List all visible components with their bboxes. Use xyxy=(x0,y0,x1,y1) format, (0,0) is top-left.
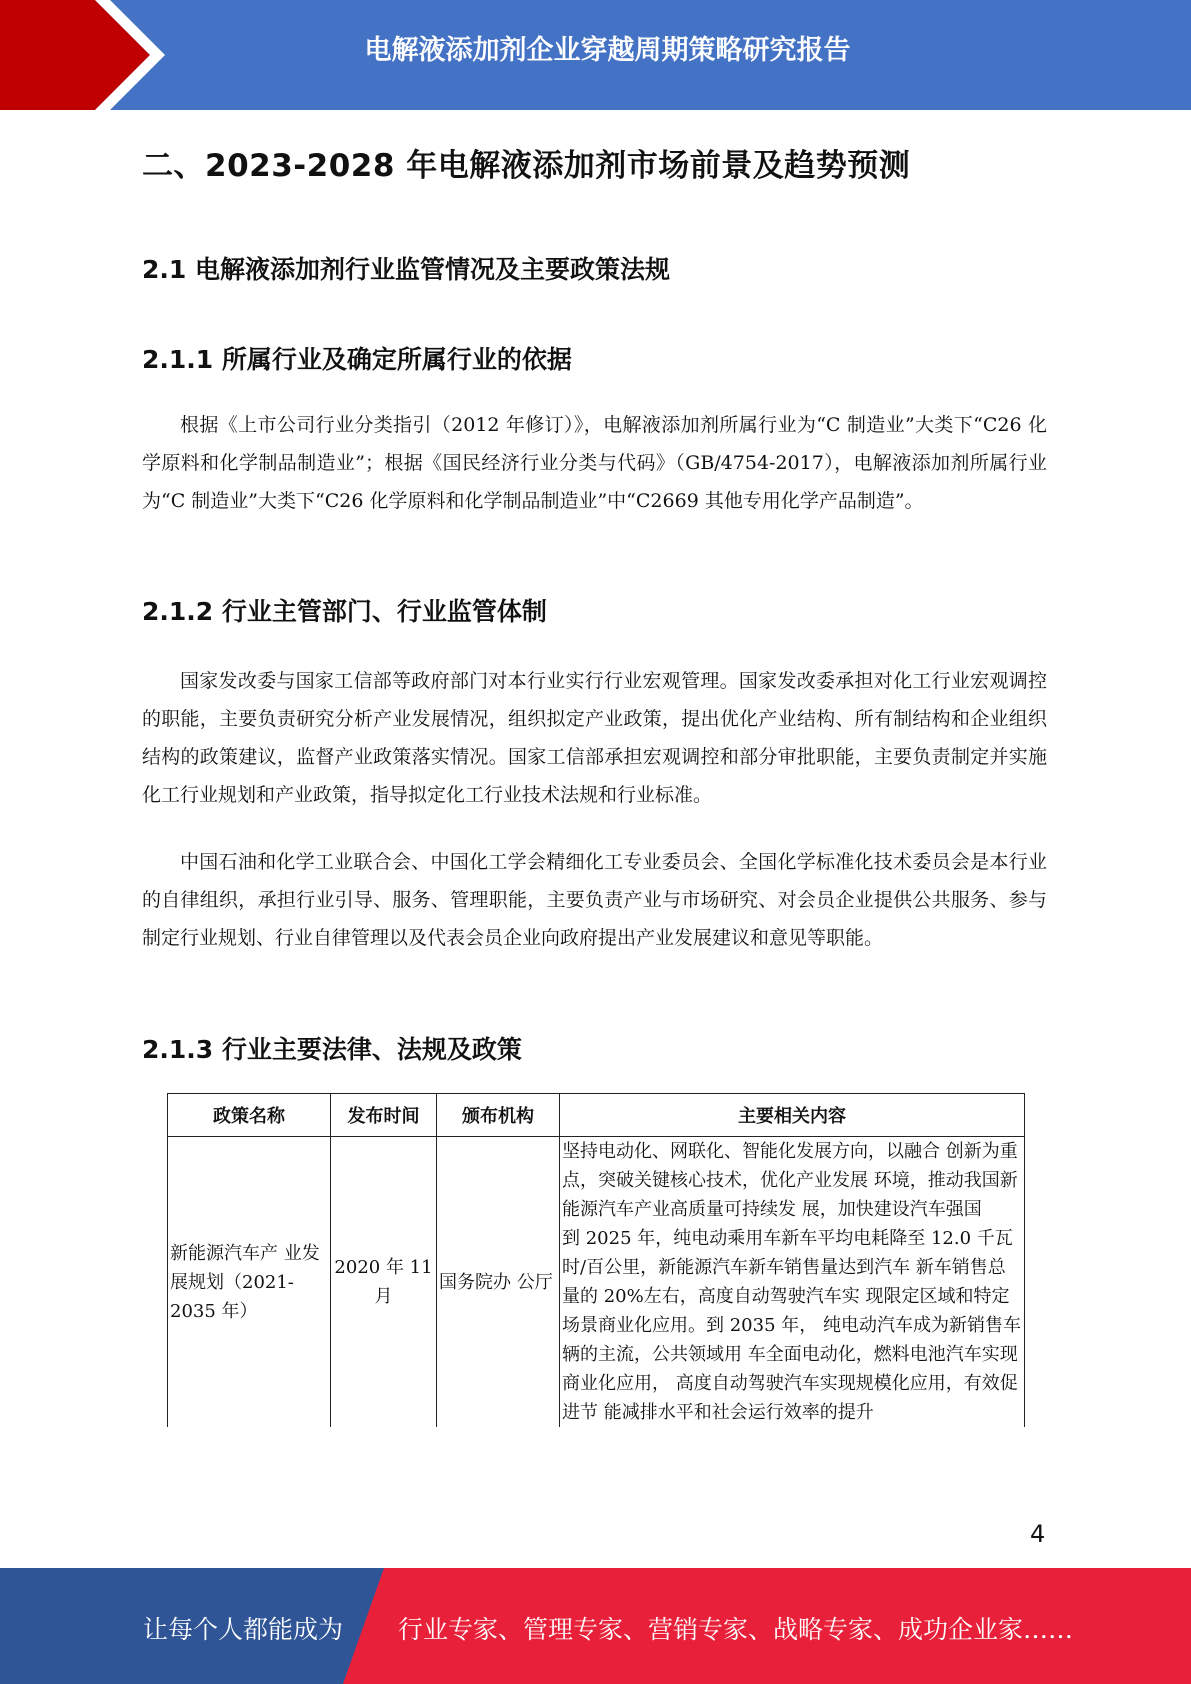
content-targets: 到 2025 年，纯电动乘用车新车平均电耗降至 12.0 千瓦时/百公里，新能源汽车新车销售量达到汽车 新车销售总量的 20%左右，高度自动驾驶汽车实 现限定区域和特定场景商业化应用。到 2035 年， 纯电动汽车成为新销售车辆的主流，公共领域用 车全面电动化，燃料电池汽车实现商业化应用， 高度自动驾驶汽车实现规模化应用，有效促进节 能减排水平和社会运行效率的提升 xyxy=(562,1228,1021,1423)
release-date-cell: 2020 年 11 月 xyxy=(331,1137,437,1428)
policy-name-cell: 新能源汽车产 业发展规划（2021-2035 年） xyxy=(168,1137,331,1428)
footer-slogan-left: 让每个人都能成为 xyxy=(143,1615,344,1644)
table-header-row xyxy=(168,1094,1025,1137)
content-cell xyxy=(560,1137,1025,1428)
paragraph-industry-classification: 根据《上市公司行业分类指引（2012 年修订）》，电解液添加剂所属行业为“C 制造业”大类下“C26 化学原料和化学制品制造业”；根据《国民经济行业分类与代码》（GB/4754-2017），电解液添加剂所属行业为“C 制造业”大类下“C26 化学原料和化学制品制造业”中“C2669 其他专用化学产品制造”。 xyxy=(142,414,1047,512)
content-goal: 坚持电动化、网联化、智能化发展方向，以融合 创新为重点，突破关键核心技术，优化产业发展 环境，推动我国新能源汽车产业高质量可持续发 展，加快建设汽车强国 xyxy=(562,1141,1018,1220)
table-row xyxy=(168,1137,1025,1428)
policy-table xyxy=(167,1093,1025,1427)
header-banner xyxy=(0,0,1191,110)
subsection-heading-2-1-1: 2.1.1 所属行业及确定所属行业的依据 xyxy=(142,345,572,374)
page-number: 4 xyxy=(1030,1520,1046,1548)
section-heading: 二、2023-2028 年电解液添加剂市场前景及趋势预测 xyxy=(142,148,911,184)
paragraph-regulators: 国家发改委与国家工信部等政府部门对本行业实行行业宏观管理。国家发改委承担对化工行业宏观调控的职能，主要负责研究分析产业发展情况，组织拟定产业政策，提出优化产业结构、所有制结构和企业组织结构的政策建议，监督产业政策落实情况。国家工信部承担宏观调控和部分审批职能，主要负责制定并实施化工行业规划和产业政策，指导拟定化工行业技术法规和行业标准。 xyxy=(142,670,1047,806)
footer-banner xyxy=(0,1568,1191,1684)
column-header-policy-name: 政策名称 xyxy=(168,1094,331,1137)
column-header-release-date: 发布时间 xyxy=(331,1094,437,1137)
column-header-agency: 颁布机构 xyxy=(437,1094,560,1137)
footer-slogan-right: 行业专家、管理专家、营销专家、战略专家、成功企业家…… xyxy=(398,1615,1074,1644)
column-header-content: 主要相关内容 xyxy=(560,1094,1025,1137)
subsection-heading-2-1: 2.1 电解液添加剂行业监管情况及主要政策法规 xyxy=(142,255,670,284)
subsection-heading-2-1-3: 2.1.3 行业主要法律、法规及政策 xyxy=(142,1035,522,1064)
subsection-heading-2-1-2: 2.1.2 行业主管部门、行业监管体制 xyxy=(142,597,547,626)
paragraph-self-regulatory-orgs: 中国石油和化学工业联合会、中国化工学会精细化工专业委员会、全国化学标准化技术委员会是本行业的自律组织，承担行业引导、服务、管理职能，主要负责产业与市场研究、对会员企业提供公共服务、参与制定行业规划、行业自律管理以及代表会员企业向政府提出产业发展建议和意见等职能。 xyxy=(142,851,1047,949)
report-title: 电解液添加剂企业穿越周期策略研究报告 xyxy=(364,35,851,66)
agency-cell: 国务院办 公厅 xyxy=(437,1137,560,1428)
